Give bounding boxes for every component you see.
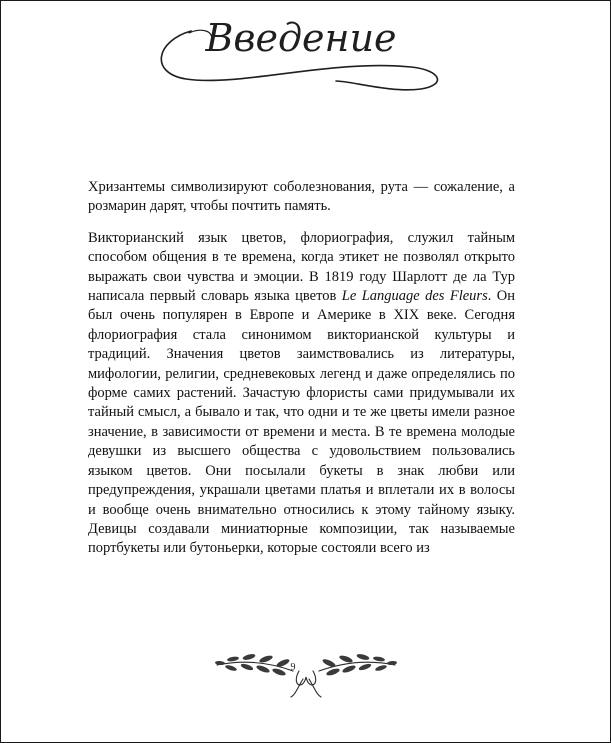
title-flourish	[151, 1, 451, 111]
book-title: Le Language des Fleurs	[341, 288, 488, 305]
paragraph-2-before: Викторианский язык цветов, флориография, служил тайным способом общения в те времена, когда этикет не позволял открыто выражать свои чувства и эмоции. В 1819 году Шарлотт де ла Тур написала первый словарь языка цветов	[88, 229, 515, 305]
laurel-ornament-icon	[211, 641, 401, 699]
page-title: Введение	[205, 16, 397, 60]
paragraph-2-after: . Он был очень популярен в Европе и Америке в XIX веке. Сегодня флориография стала синонимом викторианской культуры и традиций. Значения цветов заимствовались из литературы, мифологии, религии, средневековых легенд и даже определялись по форме самих растений. Зачастую флористы сами придумывали их тайный смысл, а бывало и так, что одни и те же цветы имели разное значение, в зависимости от времени и места. В те времена молодые девушки из высшего общества с удовольствием пользовались языком цветов. Они посылали букеты в знак любви или предупреждения, украшали цветами платья и вплетали их в волосы и вообще очень внимательно относились к этому тайному языку. Девицы создавали миниатюрные композиции, так называемые портбукеты или бутоньерки, которые состояли всего из	[88, 288, 516, 557]
paragraph-1: Хризантемы символизируют соболезнования, рута — сожаление, а розмарин дарят, чтобы почтить память.	[88, 179, 515, 215]
paragraph-2	[88, 229, 515, 559]
page-number: 9	[290, 662, 296, 673]
chapter-heading	[151, 1, 451, 111]
body-text	[88, 178, 515, 559]
